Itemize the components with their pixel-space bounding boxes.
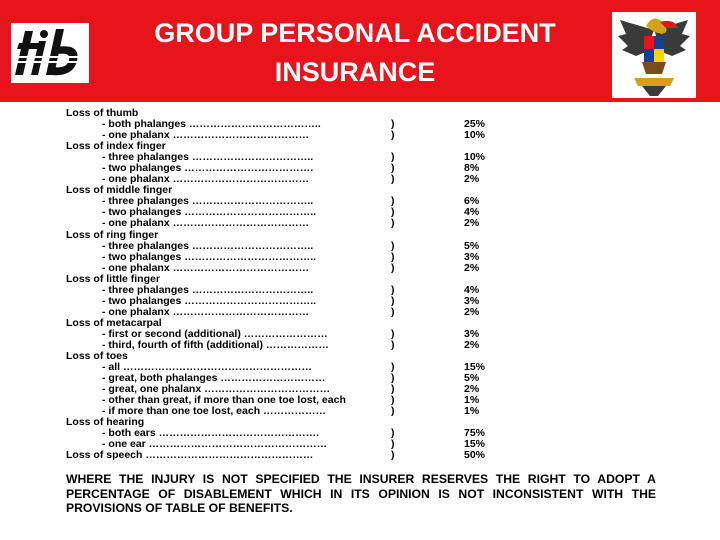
page-title-line-2: INSURANCE [274, 57, 436, 87]
row-label: - one phalanx ………………………………… [102, 218, 310, 230]
row-bracket: ) [391, 250, 395, 263]
row-percentage: 2% [464, 261, 480, 274]
row-label: Loss of toes [66, 351, 128, 363]
row-label: Loss of ring finger [66, 229, 159, 241]
row-bracket: ) [391, 173, 395, 186]
table-row [66, 406, 666, 417]
table-row [66, 395, 666, 406]
table-section-heading [66, 318, 666, 329]
row-label: - first or second (additional) …………………… [102, 328, 328, 340]
row-bracket: ) [391, 361, 395, 374]
table-row [66, 307, 666, 318]
row-percentage: 6% [464, 195, 480, 208]
row-label: - three phalanges …………………………….. [102, 240, 314, 252]
table-row [66, 207, 666, 218]
table-section-heading [66, 274, 666, 285]
table-row [66, 362, 666, 373]
row-label: - if more than one toe lost, each ……………… [102, 406, 327, 418]
row-percentage: 1% [464, 394, 480, 407]
row-percentage: 5% [464, 372, 480, 385]
table-row [66, 439, 666, 450]
header-banner [0, 0, 720, 102]
table-row [66, 130, 666, 141]
row-label: - two phalanges ……………………………….. [102, 295, 317, 307]
row-label: - three phalanges …………………………….. [102, 196, 314, 208]
row-percentage: 1% [464, 405, 480, 418]
row-label: - one ear …………………………………………… [102, 439, 328, 451]
row-bracket: ) [391, 151, 395, 164]
row-bracket: ) [391, 394, 395, 407]
row-percentage: 2% [464, 173, 480, 186]
table-row [66, 263, 666, 274]
row-label: Loss of speech ………………………………………… [66, 450, 314, 462]
row-label: - all ……………………………………………… [102, 362, 313, 374]
table-row [66, 119, 666, 130]
row-percentage: 15% [464, 361, 486, 374]
company-logo [11, 23, 89, 83]
row-label: - both ears ………………………………………. [102, 428, 320, 440]
row-label: - great, both phalanges ………………………… [102, 373, 326, 385]
row-label: Loss of metacarpal [66, 317, 162, 329]
row-label: Loss of little finger [66, 273, 160, 285]
table-row [66, 285, 666, 296]
row-bracket: ) [391, 327, 395, 340]
row-percentage: 8% [464, 162, 480, 175]
row-bracket: ) [391, 118, 395, 131]
table-row [66, 152, 666, 163]
table-row [66, 329, 666, 340]
row-bracket: ) [391, 305, 395, 318]
row-bracket: ) [391, 195, 395, 208]
row-percentage: 2% [464, 305, 480, 318]
benefits-table [66, 108, 666, 462]
table-row [66, 196, 666, 207]
row-percentage: 10% [464, 151, 486, 164]
row-label: - two phalanges ……………………………….. [102, 251, 317, 263]
row-label: Loss of hearing [66, 417, 145, 429]
table-section-heading [66, 185, 666, 196]
table-row [66, 340, 666, 351]
row-bracket: ) [391, 383, 395, 396]
row-label: - three phalanges …………………………….. [102, 152, 314, 164]
row-bracket: ) [391, 438, 395, 451]
table-row [66, 296, 666, 307]
tib-logo-icon [11, 23, 89, 83]
table-row [66, 163, 666, 174]
row-bracket: ) [391, 239, 395, 252]
row-label: - one phalanx ………………………………… [102, 306, 310, 318]
table-row [66, 174, 666, 185]
row-bracket: ) [391, 405, 395, 418]
table-section-heading [66, 417, 666, 428]
row-bracket: ) [391, 372, 395, 385]
row-percentage: 2% [464, 217, 480, 230]
row-percentage: 2% [464, 338, 480, 351]
row-bracket: ) [391, 449, 395, 462]
hornbill-crest-icon [612, 12, 696, 98]
table-row [66, 252, 666, 263]
table-row [66, 373, 666, 384]
footnote: WHERE THE INJURY IS NOT SPECIFIED THE INSURER RESERVES THE RIGHT TO ADOPT A PERCENTAGE OF DISABLEMENT WHICH IN ITS OPINION IS NOT INCONSISTENT WITH THE PROVISIONS OF TABLE OF BENEFITS. [66, 472, 656, 515]
row-percentage: 50% [464, 449, 486, 462]
table-row [66, 241, 666, 252]
row-percentage: 75% [464, 427, 486, 440]
row-label: - both phalanges ……………………………….. [102, 119, 321, 131]
row-label: - great, one phalanx ……………………………… [102, 384, 331, 396]
table-row [66, 218, 666, 229]
state-crest [612, 12, 696, 98]
row-bracket: ) [391, 162, 395, 175]
row-label: Loss of thumb [66, 108, 139, 119]
row-percentage: 3% [464, 327, 480, 340]
page-title-line-1: GROUP PERSONAL ACCIDENT [154, 18, 556, 48]
table-section-heading [66, 108, 666, 119]
row-label: Loss of index finger [66, 141, 166, 153]
row-label: - one phalanx ………………………………… [102, 174, 310, 186]
row-percentage: 25% [464, 118, 486, 131]
row-percentage: 2% [464, 383, 480, 396]
row-label: - one phalanx ………………………………… [102, 130, 310, 142]
row-label: - two phalanges ……………………………….. [102, 207, 317, 219]
row-percentage: 10% [464, 129, 486, 142]
table-row [66, 384, 666, 395]
row-percentage: 4% [464, 283, 480, 296]
row-bracket: ) [391, 338, 395, 351]
row-percentage: 3% [464, 294, 480, 307]
row-label: - two phalanges ………………………………. [102, 163, 314, 175]
row-bracket: ) [391, 217, 395, 230]
row-percentage: 4% [464, 206, 480, 219]
row-percentage: 3% [464, 250, 480, 263]
table-section-heading [66, 450, 666, 461]
row-label: - other than great, if more than one toe lost, each [102, 395, 346, 407]
row-percentage: 15% [464, 438, 486, 451]
row-bracket: ) [391, 427, 395, 440]
row-bracket: ) [391, 294, 395, 307]
row-label: - three phalanges …………………………….. [102, 284, 314, 296]
row-label: Loss of middle finger [66, 185, 173, 197]
table-section-heading [66, 141, 666, 152]
row-bracket: ) [391, 129, 395, 142]
row-percentage: 5% [464, 239, 480, 252]
row-label: - one phalanx ………………………………… [102, 262, 310, 274]
row-label: - third, fourth of fifth (additional) ……………… [102, 339, 329, 351]
row-bracket: ) [391, 206, 395, 219]
table-row [66, 428, 666, 439]
row-bracket: ) [391, 283, 395, 296]
row-bracket: ) [391, 261, 395, 274]
table-section-heading [66, 230, 666, 241]
table-section-heading [66, 351, 666, 362]
